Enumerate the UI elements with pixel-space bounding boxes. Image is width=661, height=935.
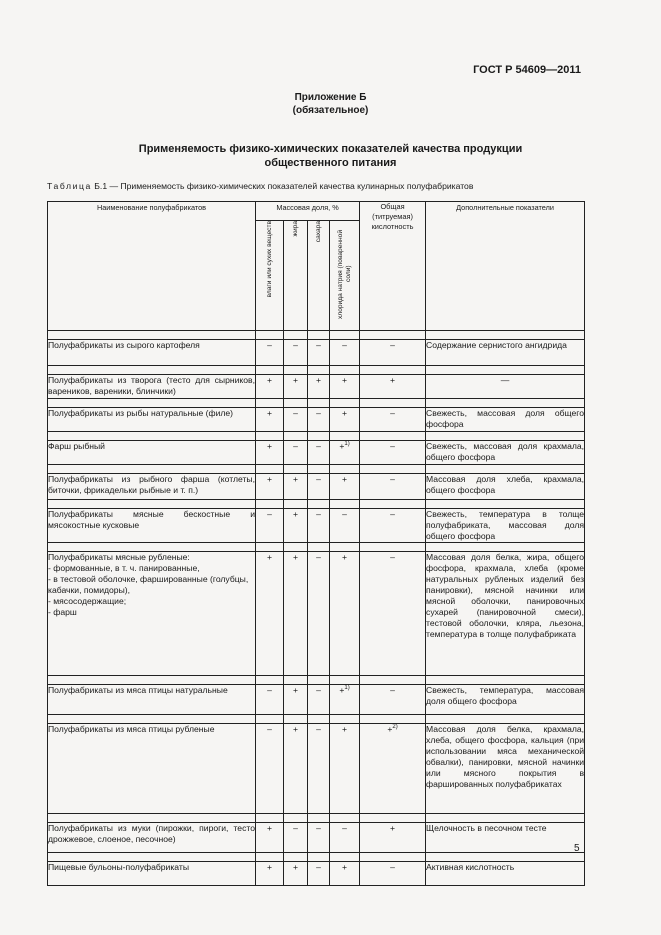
acidity-mark: – <box>390 552 395 562</box>
cell-sugar <box>308 724 330 814</box>
separator-cell <box>256 432 284 441</box>
product-name-text: Полуфабрикаты из мяса птицы натуральные <box>48 685 228 695</box>
fat-mark: + <box>292 862 299 872</box>
cell-sugar <box>308 862 330 886</box>
salt-mark: + <box>342 474 348 484</box>
separator-cell <box>330 500 360 509</box>
cell-moisture <box>256 685 284 715</box>
separator-cell <box>48 814 256 823</box>
product-name-text: Полуфабрикаты из рыбного фарша (котлеты, биточки, фрикадельки рыбные и т. п.) <box>48 474 255 495</box>
product-subitem: - фарш <box>48 607 77 617</box>
sugar-mark: – <box>316 441 321 451</box>
cell-fat <box>284 685 308 715</box>
cell-product-name <box>48 408 256 432</box>
table-row <box>48 552 585 676</box>
acidity-mark: + <box>387 724 393 734</box>
cell-sugar <box>308 375 330 399</box>
salt-mark: + <box>339 685 345 695</box>
separator-cell <box>308 500 330 509</box>
separator-cell <box>308 853 330 862</box>
sugar-mark: – <box>316 408 321 418</box>
separator-cell <box>48 465 256 474</box>
cell-additional-indicators: Свежесть, массовая доля крахмала, общего фосфора <box>426 441 585 465</box>
acidity-mark: – <box>390 862 395 872</box>
cell-fat <box>284 509 308 543</box>
separator-cell <box>48 543 256 552</box>
fat-mark: + <box>292 474 299 484</box>
cell-acidity <box>360 685 426 715</box>
separator-cell <box>308 676 330 685</box>
cell-fat <box>284 823 308 853</box>
fat-mark: – <box>293 441 298 451</box>
separator-cell <box>360 432 426 441</box>
header-salt <box>330 221 360 331</box>
separator-cell <box>426 432 585 441</box>
separator-cell <box>330 432 360 441</box>
header-name: Наименование полуфабрикатов <box>48 202 256 331</box>
cell-salt <box>330 441 360 465</box>
row-separator <box>48 331 585 340</box>
separator-cell <box>284 814 308 823</box>
salt-mark: – <box>342 823 347 833</box>
cell-additional-indicators: Массовая доля белка, крахмала, хлеба, общего фосфора, кальция (при использовании мяса механической обвалки), панировки, мясной начинки или мясного покрытия в фаршированных полуфабрикатах <box>426 724 585 814</box>
table-row <box>48 862 585 886</box>
cell-salt <box>330 724 360 814</box>
separator-cell <box>330 543 360 552</box>
cell-sugar <box>308 509 330 543</box>
product-name-text: Пищевые бульоны-полуфабрикаты <box>48 862 189 872</box>
separator-cell <box>426 331 585 340</box>
cell-sugar <box>308 340 330 366</box>
moisture-mark: + <box>266 441 273 451</box>
acidity-mark: – <box>390 340 395 350</box>
row-separator <box>48 432 585 441</box>
cell-acidity <box>360 509 426 543</box>
separator-cell <box>284 432 308 441</box>
cell-acidity <box>360 474 426 500</box>
table-label: Таблица <box>47 181 92 191</box>
separator-cell <box>256 331 284 340</box>
separator-cell <box>330 399 360 408</box>
table-row <box>48 441 585 465</box>
table-caption-text: Б.1 — Применяемость физико-химических показателей качества кулинарных полуфабрикатов <box>91 181 474 191</box>
cell-moisture <box>256 408 284 432</box>
separator-cell <box>256 676 284 685</box>
table-header-row <box>48 202 585 221</box>
fat-mark: + <box>292 509 299 519</box>
fat-mark: – <box>293 340 298 350</box>
fat-mark: + <box>292 375 299 385</box>
separator-cell <box>426 814 585 823</box>
sugar-mark: – <box>316 509 321 519</box>
cell-acidity <box>360 408 426 432</box>
cell-acidity <box>360 375 426 399</box>
quality-indicators-table <box>47 201 585 886</box>
separator-cell <box>360 399 426 408</box>
salt-mark: + <box>342 408 348 418</box>
cell-salt <box>330 685 360 715</box>
cell-additional-indicators: — <box>426 375 585 399</box>
moisture-mark: – <box>267 340 272 350</box>
separator-cell <box>48 853 256 862</box>
table-row <box>48 509 585 543</box>
table-row <box>48 375 585 399</box>
separator-cell <box>256 543 284 552</box>
cell-additional-indicators: Массовая доля хлеба, крахмала, общего фосфора <box>426 474 585 500</box>
row-separator <box>48 465 585 474</box>
sugar-mark: – <box>316 552 321 562</box>
table-row <box>48 823 585 853</box>
acidity-mark: – <box>390 509 395 519</box>
product-name-text: Полуфабрикаты из муки (пирожки, пироги, тесто дрожжевое, слоеное, песочное) <box>48 823 255 844</box>
separator-cell <box>360 715 426 724</box>
separator-cell <box>256 715 284 724</box>
separator-cell <box>256 500 284 509</box>
document-code: ГОСТ Р 54609—2011 <box>473 64 581 76</box>
row-separator <box>48 500 585 509</box>
moisture-mark: + <box>266 862 273 872</box>
cell-salt <box>330 375 360 399</box>
table-row <box>48 685 585 715</box>
table-caption <box>47 181 473 191</box>
header-fat-text: жира <box>291 221 299 237</box>
sugar-mark: – <box>316 862 321 872</box>
product-name-text: Полуфабрикаты из рыбы натуральные (филе) <box>48 408 234 418</box>
cell-moisture <box>256 441 284 465</box>
cell-sugar <box>308 474 330 500</box>
separator-cell <box>48 399 256 408</box>
separator-cell <box>308 432 330 441</box>
fat-mark: + <box>292 685 299 695</box>
cell-sugar <box>308 823 330 853</box>
sugar-mark: – <box>316 474 321 484</box>
product-name-text: Полуфабрикаты из мяса птицы рубленые <box>48 724 215 734</box>
cell-acidity <box>360 552 426 676</box>
row-separator <box>48 399 585 408</box>
separator-cell <box>330 676 360 685</box>
cell-moisture <box>256 823 284 853</box>
header-moisture <box>256 221 284 331</box>
cell-salt <box>330 823 360 853</box>
cell-additional-indicators: Щелочность в песочном тесте <box>426 823 585 853</box>
header-moisture-text: влаги или сухих веществ <box>265 221 273 298</box>
table-row <box>48 340 585 366</box>
separator-cell <box>308 399 330 408</box>
product-name-text: Полуфабрикаты из сырого картофеля <box>48 340 200 350</box>
cell-sugar <box>308 408 330 432</box>
product-subitem: - формованные, в т. ч. панированные, <box>48 563 200 573</box>
table-body <box>48 331 585 886</box>
moisture-mark: + <box>266 375 273 385</box>
annex-title: Приложение Б <box>294 92 367 103</box>
sugar-mark: + <box>315 375 322 385</box>
row-separator <box>48 543 585 552</box>
cell-fat <box>284 474 308 500</box>
cell-sugar <box>308 552 330 676</box>
annex-status: (обязательное) <box>292 105 369 116</box>
header-sugar-text: сахара <box>314 221 322 243</box>
table-row <box>48 408 585 432</box>
cell-additional-indicators: Массовая доля белка, жира, общего фосфора, крахмала, хлеба (кроме натуральных рубленых изделий без панировки), мясной начинки или мясной оболочки, панировочных сухарей (панировочной смеси), тестовой оболочки, кляра, льезона, температура в толще полуфабриката <box>426 552 585 676</box>
separator-cell <box>426 500 585 509</box>
separator-cell <box>308 465 330 474</box>
footnote-ref: 1) <box>344 685 350 692</box>
cell-moisture <box>256 862 284 886</box>
separator-cell <box>256 814 284 823</box>
separator-cell <box>256 366 284 375</box>
separator-cell <box>48 331 256 340</box>
separator-cell <box>360 465 426 474</box>
cell-additional-indicators: Свежесть, массовая доля общего фосфора <box>426 408 585 432</box>
separator-cell <box>48 500 256 509</box>
cell-acidity <box>360 340 426 366</box>
sugar-mark: – <box>316 724 321 734</box>
cell-moisture <box>256 474 284 500</box>
separator-cell <box>284 399 308 408</box>
acidity-mark: – <box>390 474 395 484</box>
cell-salt <box>330 509 360 543</box>
separator-cell <box>256 399 284 408</box>
cell-salt <box>330 474 360 500</box>
row-separator <box>48 853 585 862</box>
header-fat <box>284 221 308 331</box>
separator-cell <box>360 500 426 509</box>
cell-moisture <box>256 509 284 543</box>
moisture-mark: + <box>266 552 273 562</box>
cell-acidity <box>360 862 426 886</box>
fat-mark: – <box>293 408 298 418</box>
row-separator <box>48 676 585 685</box>
separator-cell <box>308 715 330 724</box>
moisture-mark: + <box>266 823 273 833</box>
footnote-ref: 1) <box>344 441 350 448</box>
product-name-text: Полуфабрикаты мясные рубленые: <box>48 552 190 562</box>
separator-cell <box>360 366 426 375</box>
separator-cell <box>308 543 330 552</box>
section-title-line-2: общественного питания <box>264 157 397 169</box>
moisture-mark: – <box>267 724 272 734</box>
cell-product-name <box>48 375 256 399</box>
cell-acidity <box>360 724 426 814</box>
cell-salt <box>330 552 360 676</box>
table-row <box>48 474 585 500</box>
cell-fat <box>284 408 308 432</box>
fat-mark: + <box>292 724 299 734</box>
separator-cell <box>284 676 308 685</box>
cell-moisture <box>256 340 284 366</box>
separator-cell <box>360 814 426 823</box>
separator-cell <box>360 331 426 340</box>
salt-mark: + <box>342 862 348 872</box>
separator-cell <box>48 366 256 375</box>
moisture-mark: + <box>266 474 273 484</box>
moisture-mark: + <box>266 408 273 418</box>
acidity-mark: – <box>390 408 395 418</box>
cell-fat <box>284 375 308 399</box>
row-separator <box>48 715 585 724</box>
cell-product-name <box>48 474 256 500</box>
cell-salt <box>330 862 360 886</box>
salt-mark: – <box>342 340 347 350</box>
header-acidity: Общая (титруемая) кислотность <box>360 202 426 331</box>
separator-cell <box>330 715 360 724</box>
fat-mark: + <box>292 552 299 562</box>
salt-mark: + <box>339 441 345 451</box>
cell-moisture <box>256 375 284 399</box>
separator-cell <box>330 853 360 862</box>
cell-product-name <box>48 340 256 366</box>
separator-cell <box>48 432 256 441</box>
separator-cell <box>330 814 360 823</box>
separator-cell <box>426 676 585 685</box>
salt-mark: + <box>342 552 348 562</box>
separator-cell <box>360 853 426 862</box>
separator-cell <box>48 676 256 685</box>
cell-product-name <box>48 862 256 886</box>
separator-cell <box>284 331 308 340</box>
product-name-text: Фарш рыбный <box>48 441 105 451</box>
product-subitem: - в тестовой оболочке, фаршированные (голубцы, кабачки, помидоры), <box>48 574 249 595</box>
separator-cell <box>308 814 330 823</box>
separator-cell <box>426 399 585 408</box>
header-sugar <box>308 221 330 331</box>
cell-acidity <box>360 823 426 853</box>
separator-cell <box>330 465 360 474</box>
salt-mark: – <box>342 509 347 519</box>
cell-fat <box>284 441 308 465</box>
product-subitem: - мясосодержащие; <box>48 596 127 606</box>
cell-product-name <box>48 823 256 853</box>
separator-cell <box>426 465 585 474</box>
fat-mark: – <box>293 823 298 833</box>
separator-cell <box>330 366 360 375</box>
separator-cell <box>284 853 308 862</box>
sugar-mark: – <box>316 823 321 833</box>
header-additional: Дополнительные показатели <box>426 202 585 331</box>
cell-fat <box>284 862 308 886</box>
cell-additional-indicators: Свежесть, температура, массовая доля общего фосфора <box>426 685 585 715</box>
header-mass-fraction: Массовая доля, % <box>256 202 360 221</box>
cell-sugar <box>308 685 330 715</box>
sugar-mark: – <box>316 340 321 350</box>
cell-additional-indicators: Содержание сернистого ангидрида <box>426 340 585 366</box>
product-name-text: Полуфабрикаты из творога (тесто для сырников, вареников, вареники, блинчики) <box>48 375 255 396</box>
acidity-mark: – <box>390 685 395 695</box>
separator-cell <box>284 465 308 474</box>
separator-cell <box>48 715 256 724</box>
separator-cell <box>256 465 284 474</box>
separator-cell <box>426 853 585 862</box>
cell-fat <box>284 552 308 676</box>
cell-product-name <box>48 552 256 676</box>
separator-cell <box>360 676 426 685</box>
salt-mark: + <box>342 375 348 385</box>
sugar-mark: – <box>316 685 321 695</box>
cell-salt <box>330 408 360 432</box>
cell-product-name <box>48 441 256 465</box>
salt-mark: + <box>342 724 348 734</box>
separator-cell <box>330 331 360 340</box>
separator-cell <box>308 331 330 340</box>
separator-cell <box>426 543 585 552</box>
acidity-mark: – <box>390 441 395 451</box>
header-salt-text: хлорида натрия (поваренной соли) <box>336 229 352 319</box>
cell-additional-indicators: Активная кислотность <box>426 862 585 886</box>
separator-cell <box>360 543 426 552</box>
cell-moisture <box>256 724 284 814</box>
acidity-mark: + <box>390 823 396 833</box>
cell-product-name <box>48 685 256 715</box>
moisture-mark: – <box>267 685 272 695</box>
separator-cell <box>308 366 330 375</box>
cell-product-name <box>48 724 256 814</box>
section-title <box>0 142 661 170</box>
cell-fat <box>284 340 308 366</box>
separator-cell <box>426 366 585 375</box>
page-number: 5 <box>574 843 580 854</box>
product-name-text: Полуфабрикаты мясные бескостные и мясокостные кусковые <box>48 509 255 530</box>
row-separator <box>48 814 585 823</box>
separator-cell <box>284 543 308 552</box>
cell-salt <box>330 340 360 366</box>
section-title-line-1: Применяемость физико-химических показателей качества продукции <box>138 143 523 155</box>
annex-heading <box>0 91 661 117</box>
table-row <box>48 724 585 814</box>
separator-cell <box>426 715 585 724</box>
separator-cell <box>284 366 308 375</box>
cell-acidity <box>360 441 426 465</box>
cell-fat <box>284 724 308 814</box>
separator-cell <box>256 853 284 862</box>
footnote-ref: 2) <box>392 724 398 731</box>
moisture-mark: – <box>267 509 272 519</box>
separator-cell <box>284 500 308 509</box>
acidity-mark: + <box>390 375 396 385</box>
cell-product-name <box>48 509 256 543</box>
cell-moisture <box>256 552 284 676</box>
row-separator <box>48 366 585 375</box>
cell-sugar <box>308 441 330 465</box>
cell-additional-indicators: Свежесть, температура в толще полуфабриката, массовая доля общего фосфора <box>426 509 585 541</box>
separator-cell <box>284 715 308 724</box>
